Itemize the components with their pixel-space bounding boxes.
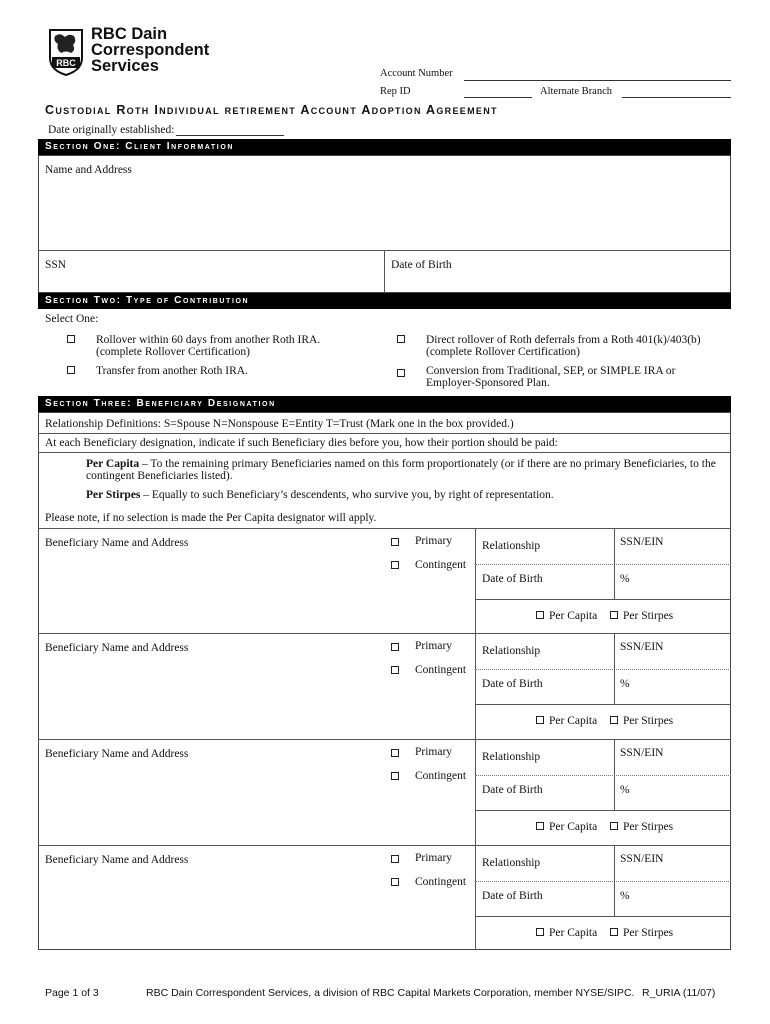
percent-label: % xyxy=(620,890,630,902)
rbc-logo xyxy=(46,25,221,80)
per-capita-default-note: Please note, if no selection is made the Per Capita designator will apply. xyxy=(45,512,377,524)
date-of-birth-label: Date of Birth xyxy=(482,678,543,690)
beneficiary-1-per-stirpes-checkbox[interactable] xyxy=(610,611,618,619)
relationship-label: Relationship xyxy=(482,645,541,657)
option-line: Employer-Sponsored Plan. xyxy=(426,377,550,389)
beneficiary-3-column-divider xyxy=(475,739,476,845)
option-line: (complete Rollover Certification) xyxy=(96,346,250,358)
beneficiary-1-primary-checkbox[interactable] xyxy=(391,538,399,546)
option-line: Conversion from Traditional, SEP, or SIMPLE IRA or xyxy=(426,365,676,377)
beneficiary-4-column-divider xyxy=(475,845,476,950)
beneficiary-1-top-border xyxy=(38,528,731,529)
section-three-heading: Section Three: Beneficiary Designation xyxy=(38,396,731,412)
contingent-label: Contingent xyxy=(415,770,467,782)
beneficiary-name-label: Beneficiary Name and Address xyxy=(45,642,189,654)
beneficiary-4-top-border xyxy=(38,845,731,846)
beneficiary-3-ssn-field[interactable] xyxy=(616,741,730,775)
beneficiary-3-options-divider xyxy=(475,810,731,811)
beneficiary-4-per-stirpes-checkbox[interactable] xyxy=(610,928,618,936)
beneficiary-4-name-field[interactable] xyxy=(40,869,380,945)
beneficiary-3-percent-field[interactable] xyxy=(616,777,730,809)
logo-line-2: Correspondent xyxy=(91,41,210,59)
beneficiary-4-percent-field[interactable] xyxy=(616,883,730,915)
transfer-checkbox[interactable] xyxy=(67,366,75,374)
per-capita-label: Per Capita xyxy=(549,821,598,833)
option-line: Rollover within 60 days from another Roth IRA. xyxy=(96,334,321,346)
direct-rollover-option xyxy=(426,334,701,358)
relationship-definitions: Relationship Definitions: S=Spouse N=Nonspouse E=Entity T=Trust (Mark one in the box provided.) xyxy=(45,418,514,430)
beneficiary-4-per-capita-checkbox[interactable] xyxy=(536,928,544,936)
beneficiary-3-relationship-field[interactable] xyxy=(477,741,613,775)
form-title xyxy=(45,103,498,117)
name-address-label: Name and Address xyxy=(45,164,132,176)
alternate-branch-label: Alternate Branch xyxy=(540,86,613,97)
conversion-checkbox[interactable] xyxy=(397,369,405,377)
per-capita-text: – To the remaining primary Beneficiaries named on this form proportionately (or if there are no primary Beneficiaries, to the contingent Beneficiaries listed). xyxy=(86,458,716,482)
beneficiary-3-primary-checkbox[interactable] xyxy=(391,749,399,757)
beneficiary-3-per-capita-checkbox[interactable] xyxy=(536,822,544,830)
ssn-ein-label: SSN/EIN xyxy=(620,747,664,759)
alternate-branch-field[interactable] xyxy=(622,97,731,98)
ssn-ein-label: SSN/EIN xyxy=(620,853,664,865)
per-stirpes-label: Per Stirpes xyxy=(623,821,674,833)
per-capita-label: Per Capita xyxy=(549,715,598,727)
name-address-field[interactable] xyxy=(40,178,729,248)
beneficiary-1-percent-field[interactable] xyxy=(616,566,730,598)
form-title-text: Custodial Roth Individual retirement Account Adoption Agreement xyxy=(45,103,498,117)
date-of-birth-label: Date of Birth xyxy=(482,784,543,796)
beneficiary-4-options-divider xyxy=(475,916,731,917)
beneficiary-2-ssn-field[interactable] xyxy=(616,635,730,669)
dob-label: Date of Birth xyxy=(391,259,452,271)
beneficiary-4-relationship-field[interactable] xyxy=(477,847,613,881)
primary-label: Primary xyxy=(415,640,453,652)
date-of-birth-label: Date of Birth xyxy=(482,890,543,902)
beneficiary-2-per-capita-checkbox[interactable] xyxy=(536,716,544,724)
conversion-option xyxy=(426,365,676,389)
beneficiary-3-dob-field[interactable] xyxy=(477,777,613,809)
select-one-label: Select One: xyxy=(45,313,99,325)
beneficiary-3-per-stirpes-checkbox[interactable] xyxy=(610,822,618,830)
page-number: Page 1 of 3 xyxy=(45,987,99,999)
per-stirpes-text: – Equally to such Beneficiary’s descendents, who survive you, by right of representation. xyxy=(140,489,554,501)
beneficiary-4-primary-checkbox[interactable] xyxy=(391,855,399,863)
beneficiary-4-ssn-field[interactable] xyxy=(616,847,730,881)
account-number-label: Account Number xyxy=(380,68,453,79)
instruction-divider xyxy=(38,452,731,453)
per-capita-definition xyxy=(86,458,718,482)
primary-label: Primary xyxy=(415,746,453,758)
primary-label: Primary xyxy=(415,852,453,864)
beneficiary-1-relationship-field[interactable] xyxy=(477,530,613,564)
relationship-label: Relationship xyxy=(482,751,541,763)
logo-wordmark xyxy=(91,26,209,74)
rep-id-label: Rep ID xyxy=(380,86,411,97)
percent-label: % xyxy=(620,678,630,690)
beneficiary-3-contingent-checkbox[interactable] xyxy=(391,772,399,780)
beneficiary-2-per-stirpes-checkbox[interactable] xyxy=(610,716,618,724)
ssn-label: SSN xyxy=(45,259,67,271)
beneficiary-2-percent-field[interactable] xyxy=(616,671,730,703)
account-number-field[interactable] xyxy=(464,80,731,81)
beneficiary-2-contingent-checkbox[interactable] xyxy=(391,666,399,674)
form-code: R_URIA (11/07) xyxy=(642,987,716,999)
ssn-ein-label: SSN/EIN xyxy=(620,641,664,653)
beneficiary-2-primary-checkbox[interactable] xyxy=(391,643,399,651)
beneficiary-4-dob-field[interactable] xyxy=(477,883,613,915)
per-stirpes-definition xyxy=(86,489,554,501)
section-one-column-divider xyxy=(384,250,385,293)
beneficiary-1-column-divider xyxy=(475,528,476,633)
per-stirpes-label: Per Stirpes xyxy=(623,927,674,939)
section-two-heading: Section Two: Type of Contribution xyxy=(38,293,731,309)
per-capita-label: Per Capita xyxy=(549,927,598,939)
contingent-label: Contingent xyxy=(415,559,467,571)
beneficiary-2-row-divider xyxy=(475,669,731,670)
transfer-option: Transfer from another Roth IRA. xyxy=(96,365,248,377)
beneficiary-3-name-field[interactable] xyxy=(40,763,380,839)
company-statement: RBC Dain Correspondent Services, a division of RBC Capital Markets Corporation, member NYSE/SIPC. xyxy=(146,987,635,999)
rep-id-field[interactable] xyxy=(464,97,532,98)
beneficiary-3-row-divider xyxy=(475,775,731,776)
rollover-60-days-checkbox[interactable] xyxy=(67,335,75,343)
relationship-label: Relationship xyxy=(482,540,541,552)
option-line: (complete Rollover Certification) xyxy=(426,346,580,358)
beneficiary-1-name-field[interactable] xyxy=(40,552,380,628)
beneficiary-2-name-field[interactable] xyxy=(40,657,380,733)
ssn-field[interactable] xyxy=(40,252,382,292)
rbc-lion-shield-icon xyxy=(46,28,86,76)
beneficiary-2-relationship-field[interactable] xyxy=(477,635,613,669)
definitions-divider xyxy=(38,433,731,434)
logo-line-1: RBC Dain xyxy=(91,25,168,43)
svg-text:RBC: RBC xyxy=(56,58,76,68)
dob-field[interactable] xyxy=(386,252,729,292)
beneficiary-1-row-divider xyxy=(475,564,731,565)
relationship-label: Relationship xyxy=(482,857,541,869)
date-of-birth-label: Date of Birth xyxy=(482,573,543,585)
beneficiary-2-options-divider xyxy=(475,704,731,705)
beneficiary-1-dob-field[interactable] xyxy=(477,566,613,598)
option-line: Direct rollover of Roth deferrals from a Roth 401(k)/403(b) xyxy=(426,334,701,346)
beneficiary-4-contingent-checkbox[interactable] xyxy=(391,878,399,886)
per-capita-term: Per Capita xyxy=(86,458,140,470)
rollover-60-days-option xyxy=(96,334,320,358)
beneficiary-1-ssn-field[interactable] xyxy=(616,530,730,564)
contingent-label: Contingent xyxy=(415,664,467,676)
per-capita-label: Per Capita xyxy=(549,610,598,622)
per-stirpes-term: Per Stirpes xyxy=(86,489,141,501)
beneficiary-instruction: At each Beneficiary designation, indicate if such Beneficiary dies before you, how their portion should be paid: xyxy=(45,437,558,449)
per-stirpes-label: Per Stirpes xyxy=(623,715,674,727)
percent-label: % xyxy=(620,573,630,585)
date-established-label: Date originally established: xyxy=(48,124,175,136)
beneficiary-2-column-divider xyxy=(475,633,476,739)
date-established-field[interactable] xyxy=(176,135,284,136)
beneficiary-1-options-divider xyxy=(475,599,731,600)
ssn-ein-label: SSN/EIN xyxy=(620,536,664,548)
beneficiary-4-row-divider xyxy=(475,881,731,882)
logo-line-3: Services xyxy=(91,57,159,75)
beneficiary-1-per-capita-checkbox[interactable] xyxy=(536,611,544,619)
beneficiary-2-dob-field[interactable] xyxy=(477,671,613,703)
direct-rollover-checkbox[interactable] xyxy=(397,335,405,343)
contingent-label: Contingent xyxy=(415,876,467,888)
beneficiary-2-top-border xyxy=(38,633,731,634)
beneficiary-name-label: Beneficiary Name and Address xyxy=(45,748,189,760)
beneficiary-3-top-border xyxy=(38,739,731,740)
percent-label: % xyxy=(620,784,630,796)
primary-label: Primary xyxy=(415,535,453,547)
beneficiary-1-contingent-checkbox[interactable] xyxy=(391,561,399,569)
per-stirpes-label: Per Stirpes xyxy=(623,610,674,622)
beneficiary-name-label: Beneficiary Name and Address xyxy=(45,537,189,549)
beneficiary-name-label: Beneficiary Name and Address xyxy=(45,854,189,866)
section-one-heading: Section One: Client Information xyxy=(38,139,731,155)
